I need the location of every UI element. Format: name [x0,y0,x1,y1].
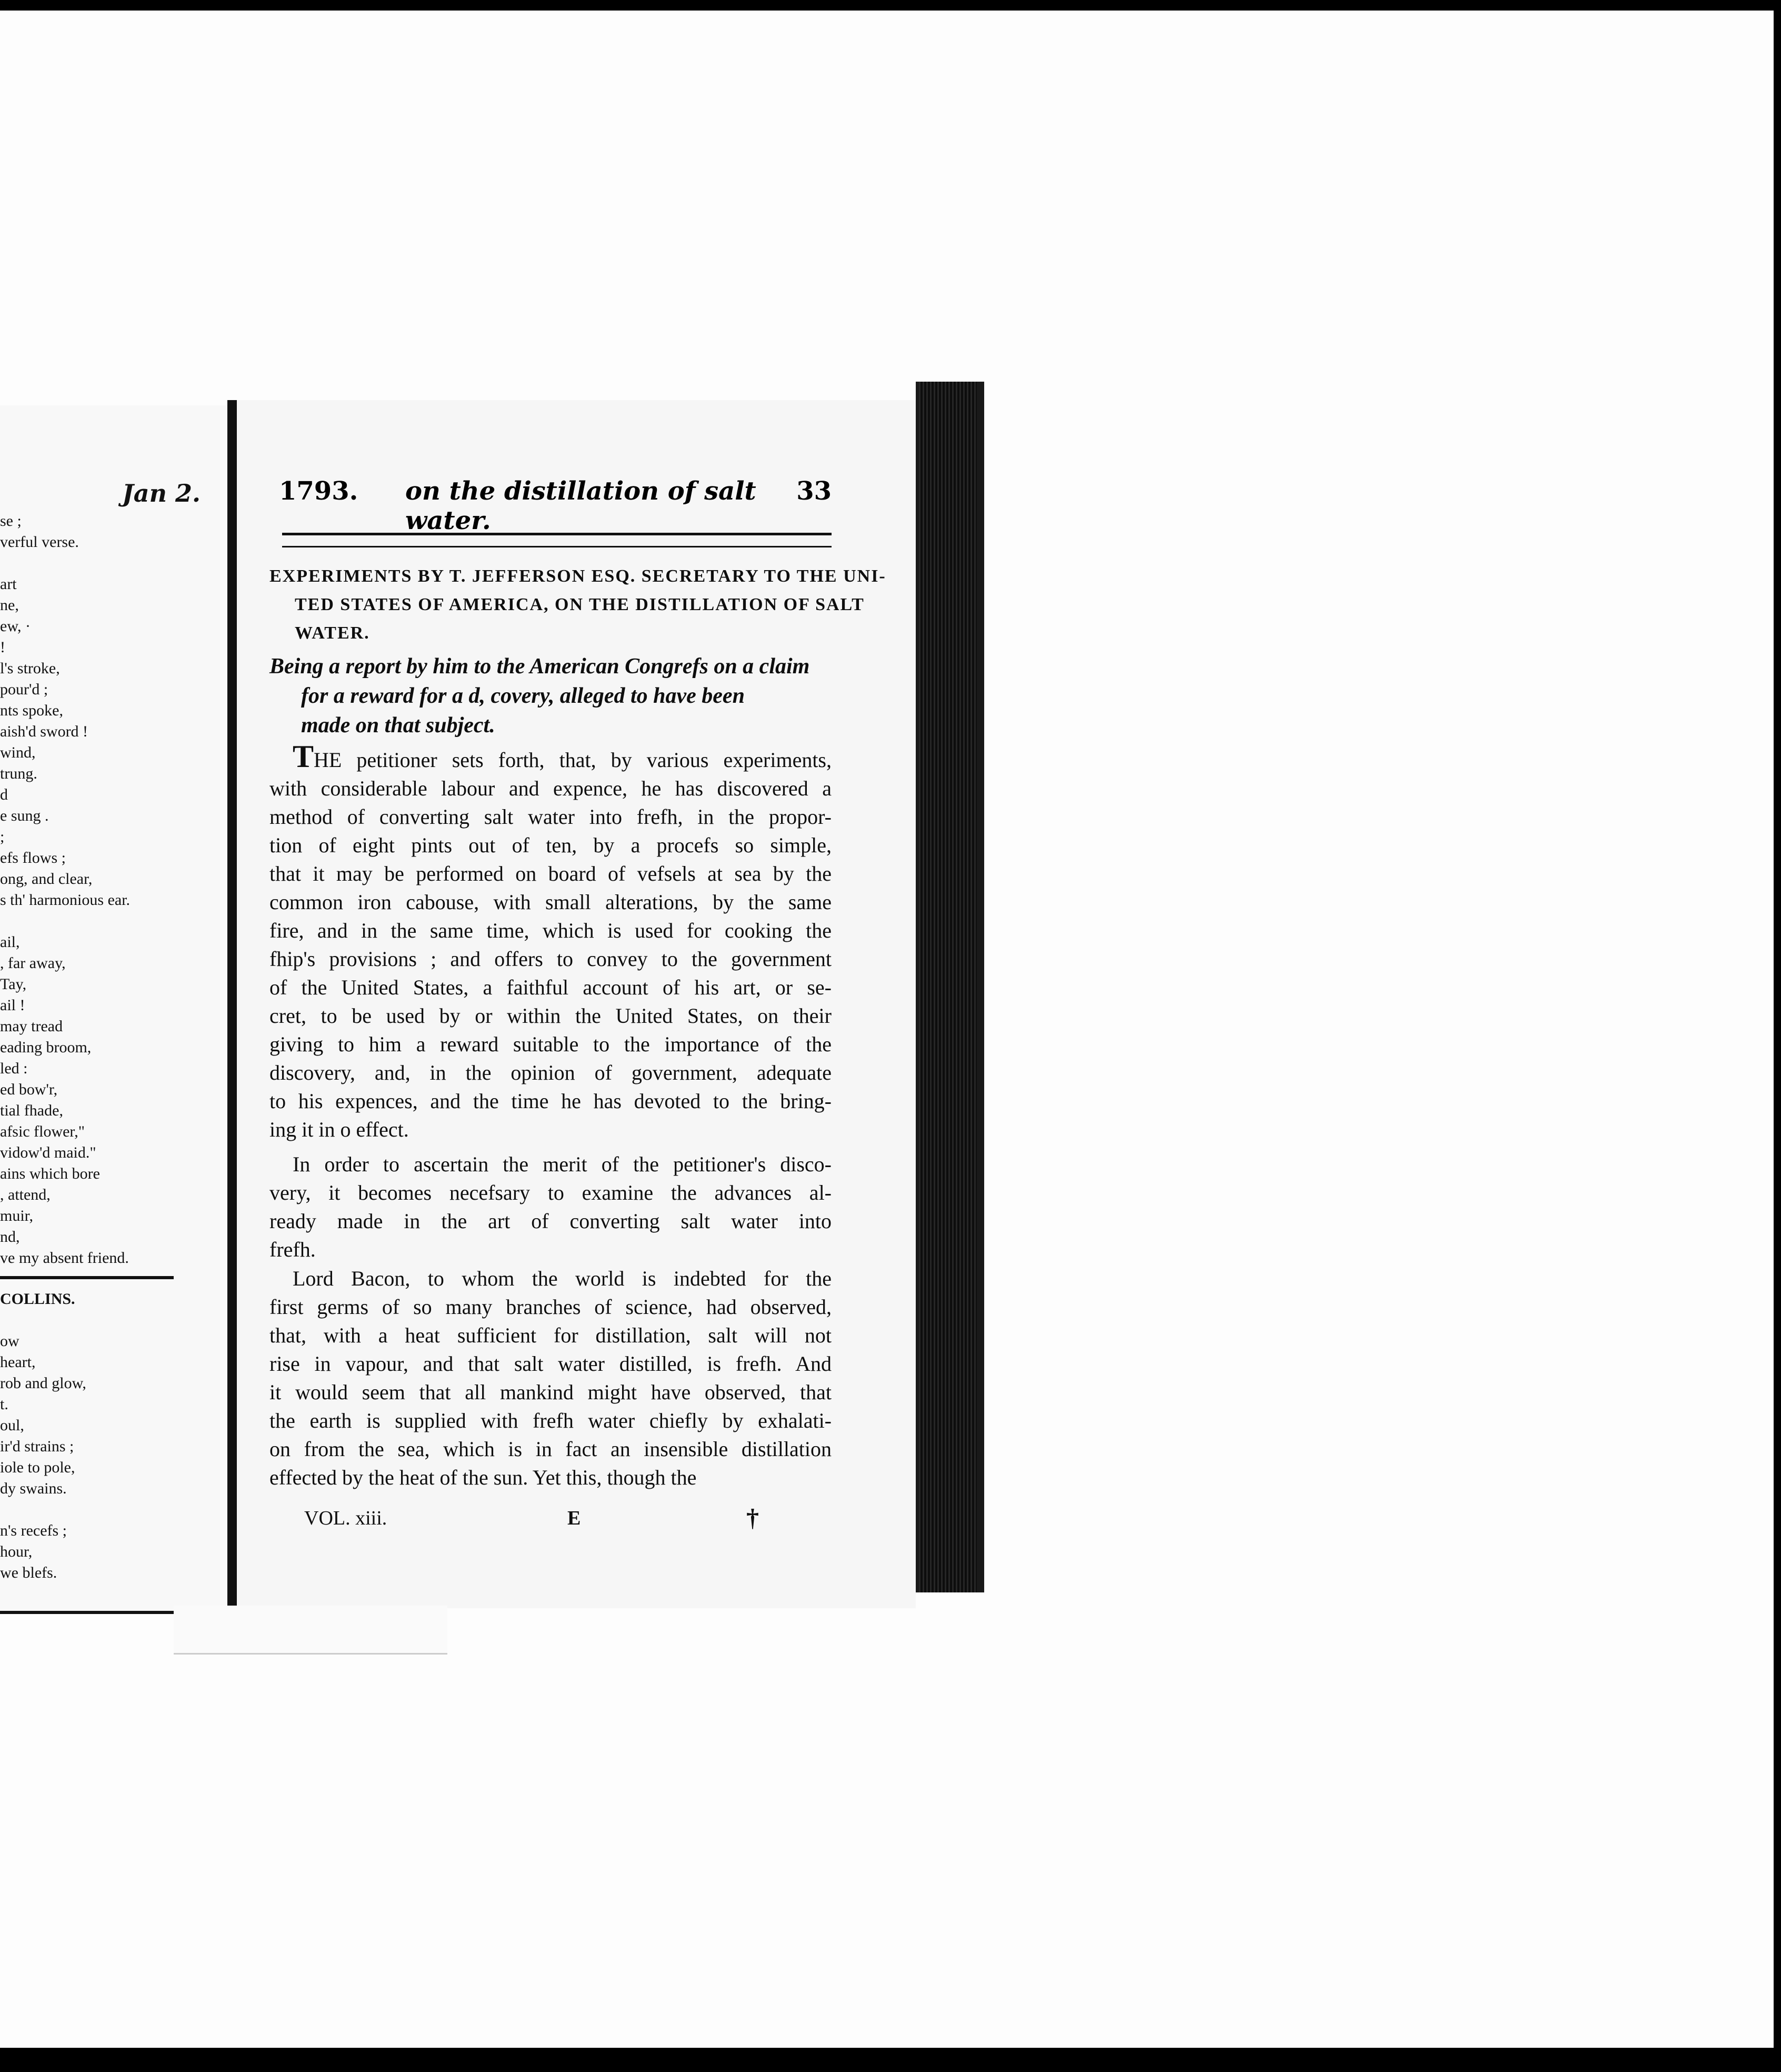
left-page-line: pour'd ; [0,681,48,698]
left-page-line: eading broom, [0,1039,92,1056]
subhead-line: made on that subject. [301,713,495,738]
paragraph-1 [269,739,832,1144]
left-page-line: e sung . [0,807,49,824]
left-page-line: ains which bore [0,1165,100,1182]
left-page [0,405,227,1614]
left-page-line: ail ! [0,997,25,1014]
paragraph-line: first germs of so many branches of science, had observed, [269,1295,832,1319]
left-page-rule [0,1276,174,1279]
paragraph-line-text: In order to ascertain the merit of the petitioner's disco- [293,1152,832,1176]
left-page-line: art [0,575,17,593]
paragraph-line: rise in vapour, and that salt water distilled, is frefh. And [269,1352,832,1376]
drop-cap: T [293,739,314,774]
left-page-line: may tread [0,1018,63,1035]
left-page-line: muir, [0,1207,33,1224]
paragraph-line: to his expences, and the time he has devoted to the bring- [269,1089,832,1113]
paragraph-line: common iron cabouse, with small alterations, by the same [269,890,832,914]
left-page-line: led : [0,1060,28,1077]
paragraph-line: method of converting salt water into frefh, in the propor- [269,805,832,829]
left-page-line: oul, [0,1417,24,1434]
paragraph-line: giving to him a reward suitable to the importance of the [269,1032,832,1056]
paragraph-line [269,739,832,774]
left-page-line [0,911,226,932]
left-page-line: hour, [0,1543,33,1560]
paragraph-line: of the United States, a faithful account of his art, or se- [269,975,832,999]
page-edges [916,382,984,1592]
left-page-line: wind, [0,744,36,761]
paragraph-line: that, with a heat sufficient for distillation, salt will not [269,1323,832,1347]
paragraph-line: cret, to be used by or within the United States, on their [269,1004,832,1028]
left-page-line [0,1310,226,1331]
paragraph-line: tion of eight pints out of ten, by a procefs so simple, [269,833,832,857]
left-page-line: se ; [0,512,22,530]
left-page-line: , far away, [0,954,66,972]
volume-label: VOL. xiii. [304,1507,387,1529]
left-page-line: ; [0,828,5,845]
left-page-line: ail, [0,933,20,951]
paragraph-line: very, it becomes necefsary to examine the advances al- [269,1181,832,1204]
subhead-line: for a reward for a d, covery, alleged to have been [301,684,745,708]
left-page-line: ed bow'r, [0,1081,58,1098]
left-page-line: ir'd strains ; [0,1438,74,1455]
paragraph-line: it would seem that all mankind might have observed, that [269,1380,832,1404]
left-page-line: l's stroke, [0,660,60,677]
paragraph-line: ing it in o effect. [269,1118,409,1141]
paragraph-line: that it may be performed on board of vefsels at sea by the [269,862,832,885]
heading-line: WATER. [295,623,370,643]
paragraph-line: fire, and in the same time, which is used for cooking the [269,919,832,942]
left-page-line: ew, · [0,617,31,635]
left-page-line: Tay, [0,975,27,993]
left-page-line: tial fhade, [0,1102,63,1119]
left-page-line: , attend, [0,1186,51,1203]
left-page-line: heart, [0,1353,36,1371]
paragraph-line [269,1150,832,1179]
left-page-line [0,553,226,574]
left-page-line: n's recefs ; [0,1522,67,1539]
paragraph-2 [269,1150,832,1264]
article-heading [269,562,886,647]
left-page-line: nd, [0,1228,20,1246]
running-head-year: 1793. [279,476,358,506]
signature-mark: E [567,1507,581,1529]
left-page-line: ow [0,1332,19,1350]
left-page-line: nts spoke, [0,702,63,719]
dagger-mark: † [746,1504,759,1532]
left-page-line: ong, and clear, [0,870,93,888]
running-head-title: on the distillation of salt water. [405,476,756,535]
paragraph-3 [269,1264,832,1492]
left-page-line: efs flows ; [0,849,66,866]
left-page-line: we blefs. [0,1564,57,1581]
left-page-text [0,511,226,1583]
paragraph-line: the earth is supplied with frefh water chiefly by exhalati- [269,1409,832,1432]
paragraph-line: on from the sea, which is in fact an insensible distillation [269,1437,832,1461]
left-page-line: t. [0,1396,8,1413]
left-page-line: ! [0,639,5,656]
left-page-line: trung. [0,765,37,782]
left-page-collins-heading: COLLINS. [0,1290,75,1308]
heading-line: TED STATES OF AMERICA, ON THE DISTILLATION OF SALT [295,595,865,614]
left-page-line: vidow'd maid." [0,1144,96,1161]
left-page-line: ne, [0,596,19,614]
paragraph-line: frefh. [269,1238,316,1261]
page-bottom-edge [174,1606,447,1655]
left-page-line: aish'd sword ! [0,723,88,740]
left-page-line: verful verse. [0,533,79,551]
paragraph-line: effected by the heat of the sun. Yet this, though the [269,1466,697,1489]
left-page-line: iole to pole, [0,1459,75,1476]
book-gutter [227,400,237,1611]
article-subheading [269,652,832,740]
left-page-line: rob and glow, [0,1374,86,1392]
header-double-rule [282,533,832,547]
left-page-line: afsic flower," [0,1123,85,1140]
left-page-line: ve my absent friend. [0,1249,129,1267]
left-page-line: s th' harmonious ear. [0,891,131,909]
running-head [279,476,832,535]
page-number: 33 [796,476,832,506]
paragraph-line: discovery, and, in the opinion of government, adequate [269,1061,832,1084]
heading-line: EXPERIMENTS BY T. JEFFERSON ESQ. SECRETARY TO THE UNI- [269,566,886,586]
paragraph-line: with considerable labour and expence, he has discovered a [269,776,832,800]
paragraph-line [269,1264,832,1293]
paragraph-line-text: Lord Bacon, to whom the world is indebted for the [293,1267,832,1290]
left-page-line [0,1499,226,1520]
paragraph-line: ready made in the art of converting salt water into [269,1209,832,1233]
paragraph-line: fhip's provisions ; and offers to convey to the government [269,947,832,971]
paragraph-line-text: HE petitioner sets forth, that, by various experiments, [314,748,832,772]
left-page-header: Jan 2. [122,479,201,507]
subhead-line: Being a report by him to the American Congrefs on a claim [269,654,810,679]
left-page-line: dy swains. [0,1480,67,1497]
left-page-line: d [0,786,8,803]
